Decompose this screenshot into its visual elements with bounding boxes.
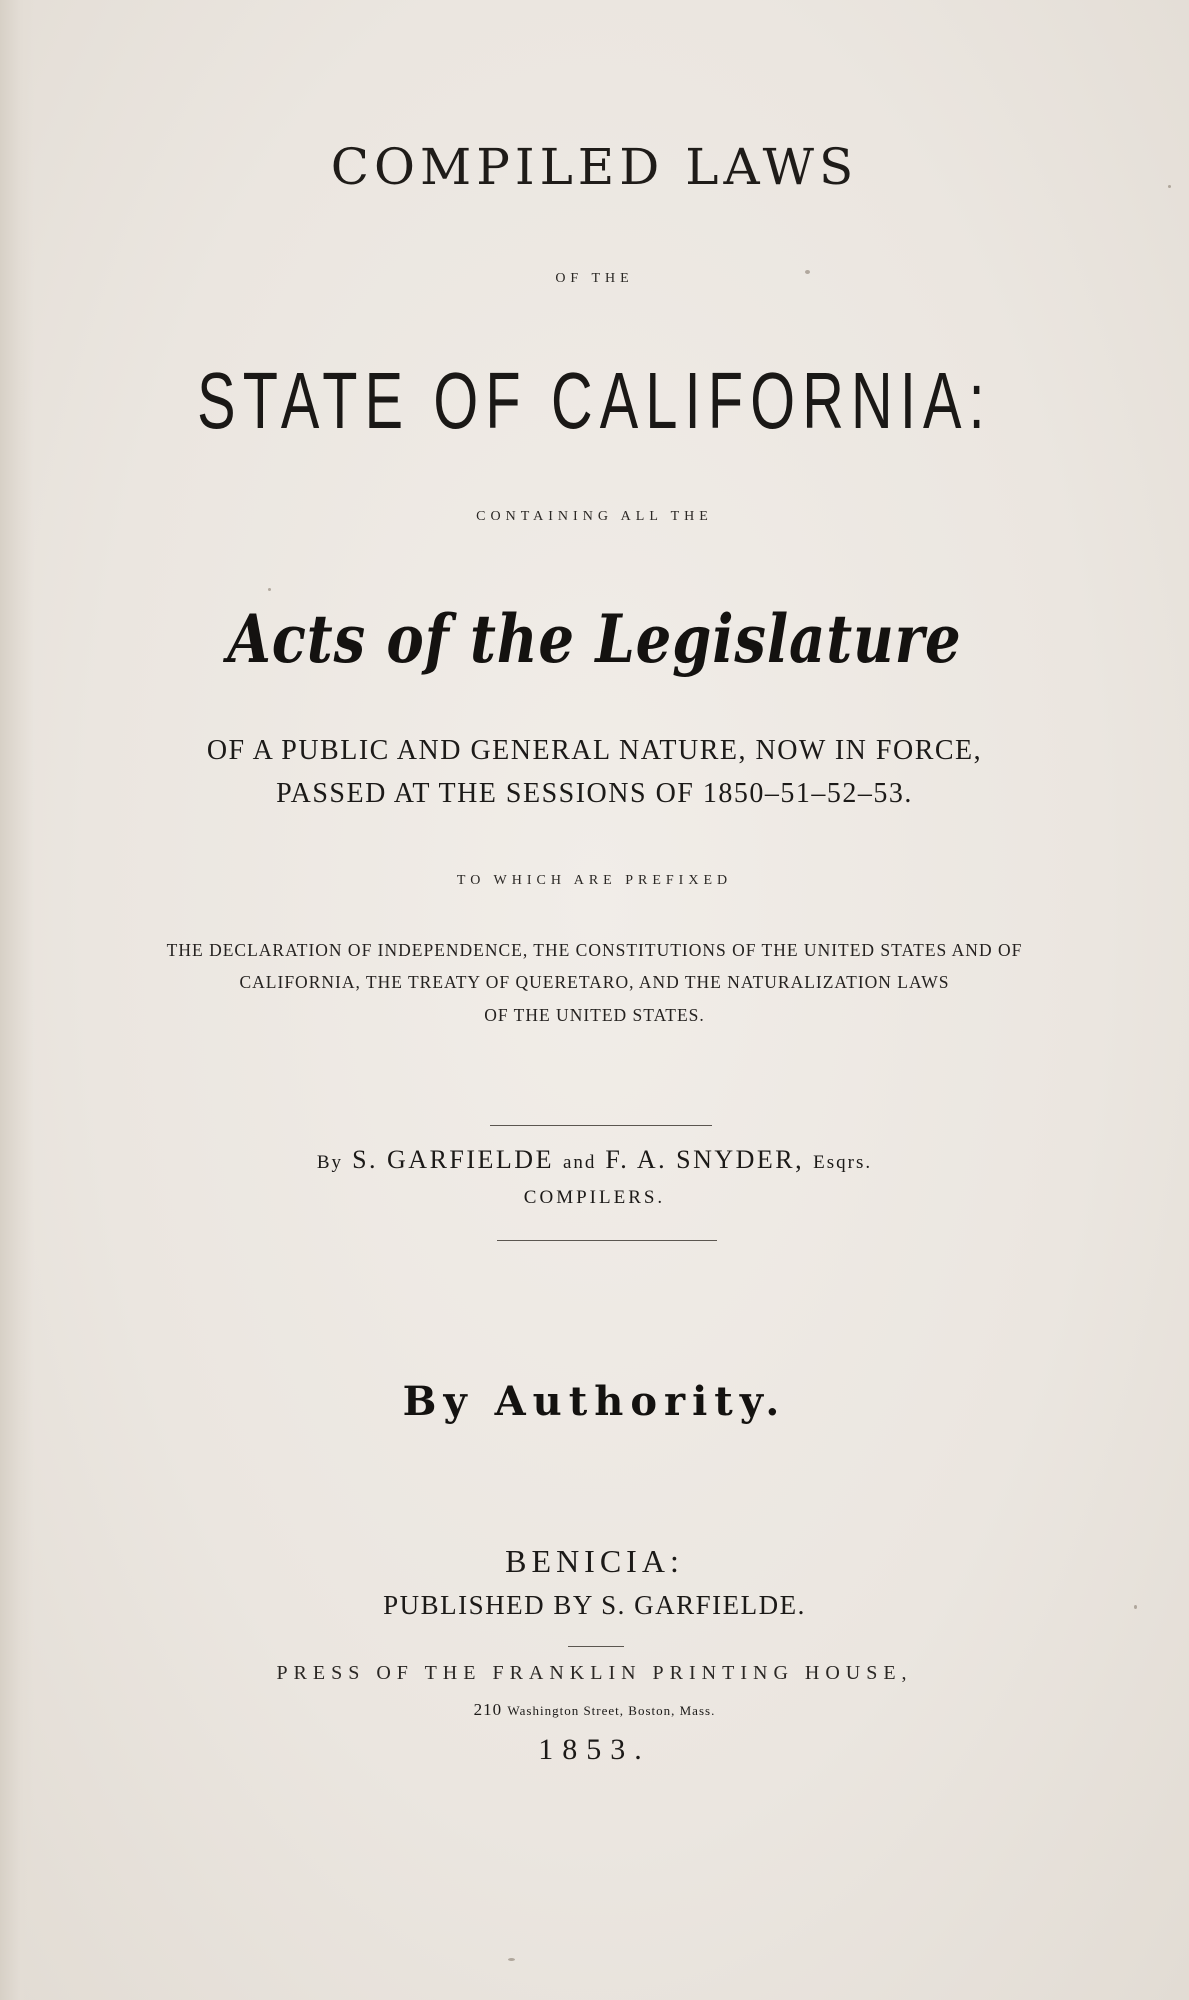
paper-speck [508, 1958, 515, 1961]
prefixed-contents-line-3: OF THE UNITED STATES. [484, 1005, 705, 1025]
paper-speck [1134, 1605, 1137, 1609]
compilers-byline [0, 1145, 1189, 1175]
sessions-line: PASSED AT THE SESSIONS OF 1850–51–52–53. [276, 778, 913, 809]
address-line [0, 1700, 1189, 1720]
divider-rule-bottom [497, 1240, 717, 1241]
paper-speck [268, 588, 271, 591]
paper-speck [805, 270, 810, 274]
prefixed-contents-line-2: CALIFORNIA, THE TREATY OF QUERETARO, AND THE NATURALIZATION LAWS [239, 972, 950, 992]
compilers-label: COMPILERS. [523, 1187, 666, 1208]
paper-speck [1168, 185, 1171, 188]
press-line: PRESS OF THE FRANKLIN PRINTING HOUSE, [276, 1662, 913, 1684]
compiler-garfielde: S. GARFIELDE [352, 1145, 554, 1174]
compiler-snyder: F. A. SNYDER, [605, 1145, 805, 1174]
and-word: and [562, 1152, 597, 1173]
nature-line: OF A PUBLIC AND GENERAL NATURE, NOW IN FORCE, [206, 735, 983, 766]
of-the-line: OF THE [555, 271, 634, 286]
publisher-line: PUBLISHED BY S. GARFIELDE. [383, 1590, 806, 1620]
address-number: 210 [473, 1700, 503, 1719]
title-state-of-california: STATE OF CALIFORNIA: [197, 356, 992, 445]
divider-rule-top [490, 1125, 712, 1126]
containing-line: CONTAINING ALL THE [476, 509, 713, 524]
prefixed-contents-line-1: THE DECLARATION OF INDEPENDENCE, THE CONSTITUTIONS OF THE UNITED STATES AND OF [166, 940, 1023, 960]
esqrs-word: Esqrs. [813, 1152, 873, 1173]
acts-of-the-legislature: Acts of the Legislature [227, 600, 962, 678]
by-word: By [316, 1152, 344, 1173]
address-street: Washington Street, Boston, Mass. [507, 1703, 716, 1718]
divider-rule-short [568, 1646, 624, 1647]
publication-year: 1853. [538, 1733, 651, 1766]
title-compiled-laws: COMPILED LAWS [330, 138, 859, 196]
by-authority: By Authority. [402, 1378, 787, 1425]
prefixed-line: TO WHICH ARE PREFIXED [456, 873, 733, 888]
city-benicia: BENICIA: [505, 1543, 684, 1579]
